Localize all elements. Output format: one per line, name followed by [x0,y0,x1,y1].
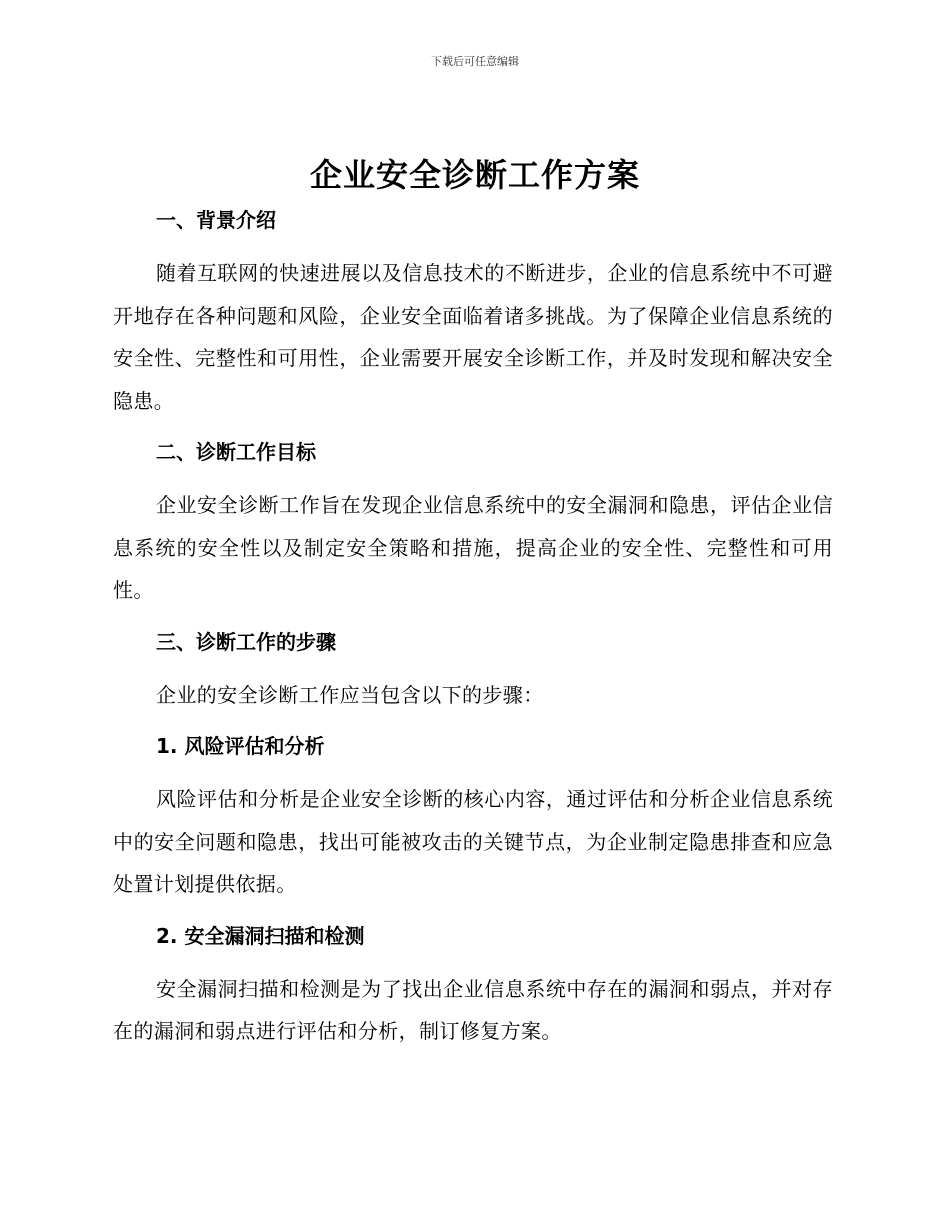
section-heading-risk-assessment: 1. 风险评估和分析 [156,734,325,758]
section-heading-steps: 三、诊断工作的步骤 [156,629,336,654]
section-heading-background: 一、背景介绍 [156,208,276,232]
section-heading-goals: 二、诊断工作目标 [156,440,316,464]
section-paragraph-background: 随着互联网的快速进展以及信息技术的不断进步，企业的信息系统中不可避开地存在各种问题和风险，企业安全面临着诸多挑战。为了保障企业信息系统的安全性、完整性和可用性，企业需要开展安全诊断工作，并及时发现和解决安全隐患。 [113,261,833,413]
section-heading-vulnerability-scan: 2. 安全漏洞扫描和检测 [156,923,365,948]
section-paragraph-steps: 企业的安全诊断工作应当包含以下的步骤： [156,682,544,707]
document-body [113,200,833,1053]
section-paragraph-goals: 企业安全诊断工作旨在发现企业信息系统中的安全漏洞和隐患，评估企业信息系统的安全性以及制定安全策略和措施，提高企业的安全性、完整性和可用性。 [113,493,833,602]
section-paragraph-risk-assessment: 风险评估和分析是企业安全诊断的核心内容，通过评估和分析企业信息系统中的安全问题和隐患，找出可能被攻击的关键节点，为企业制定隐患排查和应急处置计划提供依据。 [113,787,833,896]
section-paragraph-vulnerability-scan: 安全漏洞扫描和检测是为了找出企业信息系统中存在的漏洞和弱点，并对存在的漏洞和弱点进行评估和分析，制订修复方案。 [113,976,833,1043]
header-note: 下载后可任意编辑 [431,55,519,68]
document-title: 企业安全诊断工作方案 [309,156,640,194]
